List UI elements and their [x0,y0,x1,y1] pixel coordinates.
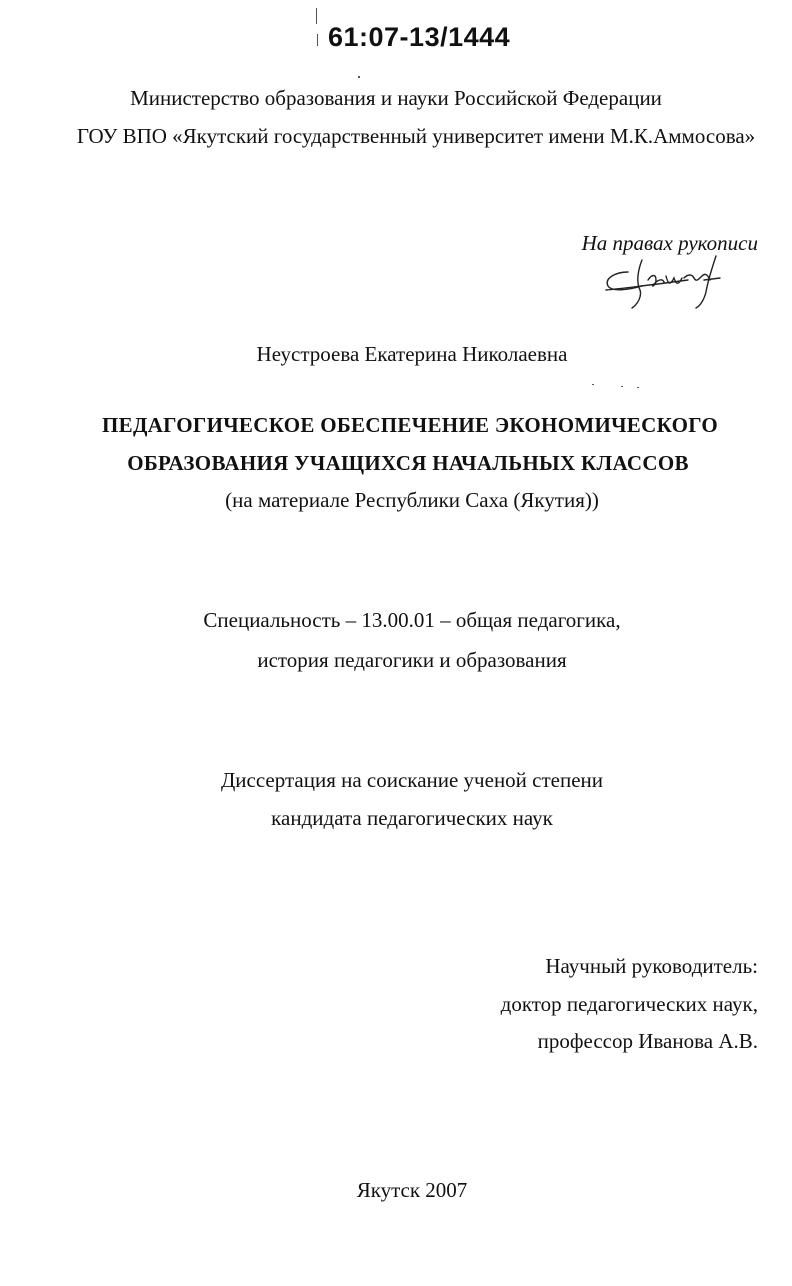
scan-mark [637,387,639,388]
place-year: Якутск 2007 [356,1178,468,1202]
author-signature [598,250,738,312]
scan-mark [621,386,623,387]
archive-code: 61:07-13/1444 [328,22,511,52]
title-line-2: ОБРАЗОВАНИЯ УЧАЩИХСЯ НАЧАЛЬНЫХ КЛАССОВ [127,451,689,475]
title-subtitle: (на материале Республики Саха (Якутия)) [225,488,599,512]
university-name: ГОУ ВПО «Якутский государственный университет имени М.К.Аммосова» [76,124,756,148]
title-line-1: ПЕДАГОГИЧЕСКОЕ ОБЕСПЕЧЕНИЕ ЭКОНОМИЧЕСКОГО [102,413,718,437]
dissertation-line-1: Диссертация на соискание ученой степени [220,768,604,792]
supervisor-label: Научный руководитель: [545,954,758,978]
ministry-name: Министерство образования и науки Российской Федерации [130,86,662,110]
author-name: Неустроева Екатерина Николаевна [256,342,568,366]
specialty-line-2: история педагогики и образования [257,648,567,672]
specialty-line-1: Специальность – 13.00.01 – общая педагогика, [203,608,621,632]
manuscript-note: На правах рукописи [581,231,758,255]
supervisor-name: профессор Иванова А.В. [537,1029,758,1053]
scan-mark [592,384,594,385]
scan-mark [358,76,360,78]
dissertation-line-2: кандидата педагогических наук [271,806,553,830]
scan-mark [316,8,317,24]
scan-mark [317,34,318,46]
supervisor-degree: доктор педагогических наук, [500,992,758,1016]
